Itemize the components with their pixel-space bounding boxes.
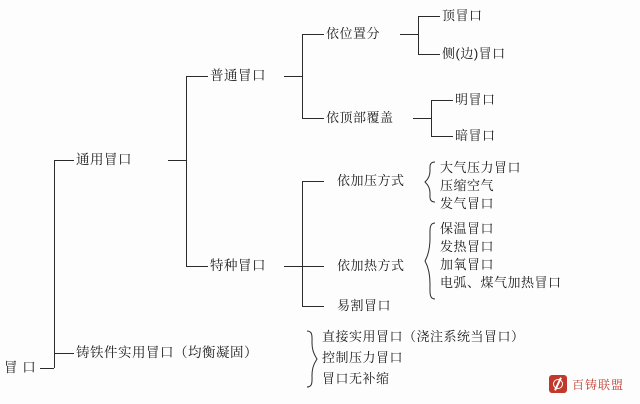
edge-special-to-pressure — [302, 181, 324, 182]
edge-root-to-general — [54, 160, 74, 161]
edge-position-to-side — [418, 54, 440, 55]
leaf-gas-generating-riser: 发气冒口 — [440, 196, 495, 211]
edge-position-to-top — [418, 16, 440, 17]
node-special-riser: 特种冒口 — [210, 258, 266, 273]
edge-common-vertical — [302, 34, 303, 118]
node-by-heating: 依加热方式 — [337, 258, 405, 273]
leaf-direct-riser: 直接实用冒口（浇注系统当冒口） — [322, 329, 525, 344]
leaf-atmospheric-riser: 大气压力冒口 — [440, 160, 522, 175]
watermark-text: 百铸联盟 — [571, 377, 624, 392]
leaf-blind-riser: 暗冒口 — [455, 128, 496, 143]
edge-root-to-iron — [54, 353, 74, 354]
edge-cover-to-blind — [431, 136, 453, 137]
bai-zhu-lian-meng-logo-icon — [549, 375, 567, 393]
node-general-riser: 通用冒口 — [76, 152, 132, 167]
node-common-riser: 普通冒口 — [210, 68, 266, 83]
brace-heating — [424, 222, 436, 300]
leaf-exothermic-riser: 发热冒口 — [440, 239, 495, 254]
edge-general-stem — [168, 160, 186, 161]
edge-cover-vertical — [431, 100, 432, 136]
leaf-open-riser: 明冒口 — [455, 92, 496, 107]
edge-general-to-special — [186, 266, 208, 267]
edge-position-vertical — [418, 16, 419, 54]
node-easy-cut-riser: 易割冒口 — [337, 298, 392, 313]
leaf-top-riser: 顶冒口 — [442, 8, 483, 23]
edge-position-stem — [400, 34, 418, 35]
leaf-insulating-riser: 保温冒口 — [440, 221, 495, 236]
leaf-pressure-control-riser: 控制压力冒口 — [322, 350, 404, 365]
leaf-oxygen-riser: 加氧冒口 — [440, 257, 495, 272]
edge-special-to-easycut — [302, 306, 324, 307]
edge-common-to-position — [302, 34, 324, 35]
edge-cover-to-open — [431, 100, 453, 101]
brace-iron-riser — [306, 330, 318, 388]
edge-common-to-cover — [302, 118, 324, 119]
leaf-arc-gas-heated-riser: 电弧、煤气加热冒口 — [440, 275, 562, 290]
edge-cover-stem — [413, 118, 431, 119]
node-by-top-cover: 依顶部覆盖 — [326, 110, 394, 125]
edge-special-vertical — [302, 181, 303, 306]
node-root: 冒 口 — [4, 360, 37, 375]
edge-special-stem — [284, 266, 302, 267]
edge-common-stem — [284, 76, 302, 77]
leaf-compressed-air: 压缩空气 — [440, 178, 495, 193]
node-iron-riser: 铸铁件实用冒口（均衡凝固） — [76, 345, 258, 360]
node-by-position: 依位置分 — [326, 26, 381, 41]
node-by-pressure: 依加压方式 — [337, 173, 405, 188]
edge-special-to-heating — [302, 266, 324, 267]
leaf-side-riser: 侧(边)冒口 — [442, 46, 506, 61]
leaf-no-feeding-riser: 冒口无补缩 — [322, 371, 390, 386]
edge-general-vertical — [186, 76, 187, 266]
edge-root-stem — [40, 368, 54, 369]
brace-pressure — [424, 161, 436, 203]
edge-general-to-common — [186, 76, 208, 77]
edge-root-vertical — [54, 160, 55, 368]
watermark — [545, 372, 632, 396]
